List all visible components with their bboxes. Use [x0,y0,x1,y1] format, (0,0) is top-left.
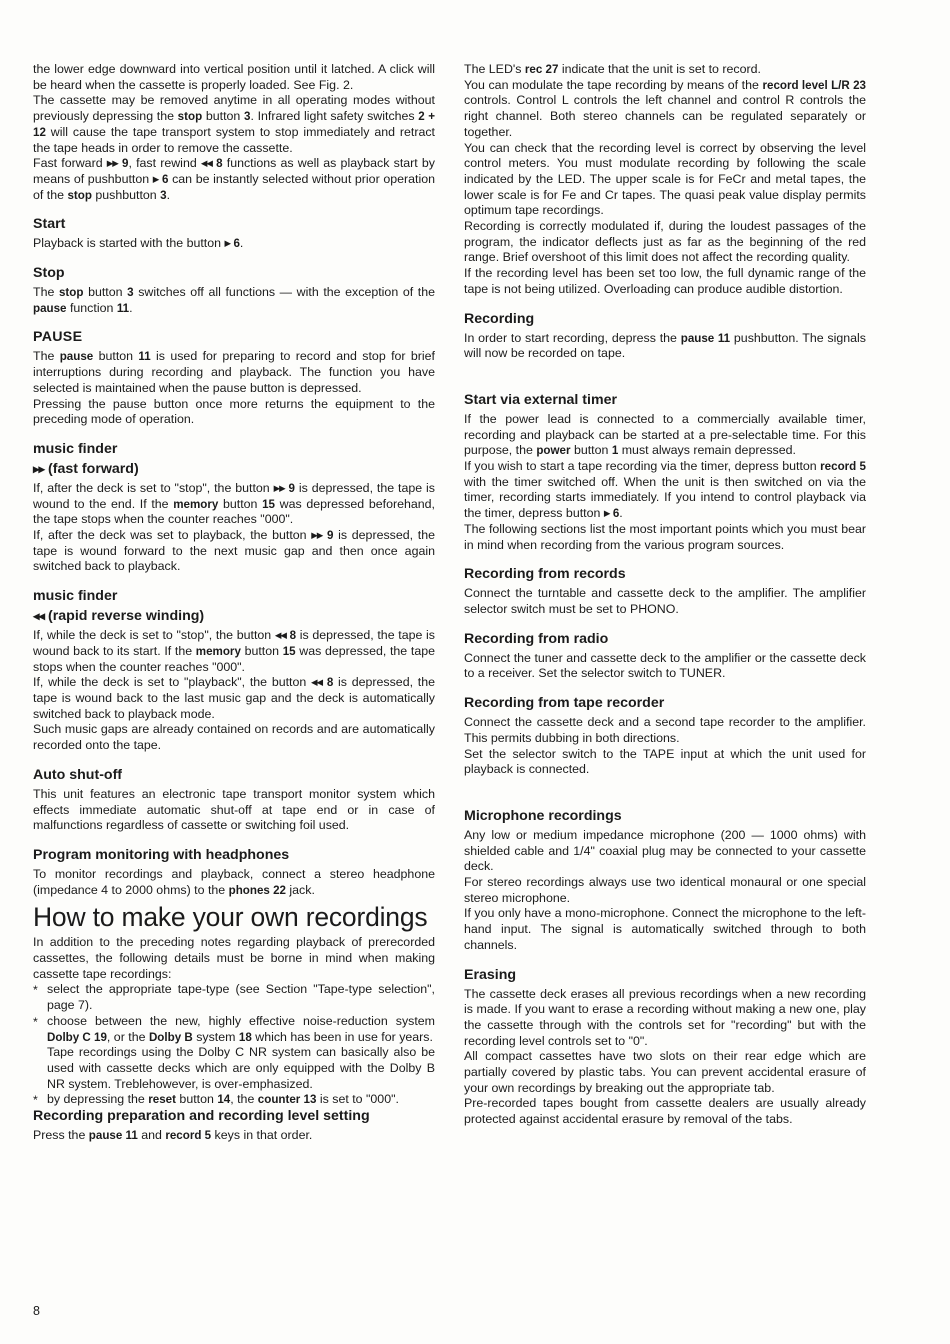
microphone-heading: Microphone recordings [464,807,622,824]
recording-preparation-paragraph: Press the pause 11 and record 5 keys in that order. [33,1128,313,1143]
auto-shut-off-paragraph: This unit features an electronic tape transport monitor system which effects immediate automatic shut-off at tape end or in case of malfunctions regardless of cassette or switching foil used. [33,786,435,833]
recording-from-tape-heading: Recording from tape recorder [464,695,665,712]
erasing-paragraph-3: Pre-recorded tapes bought from cassette dealers are usually already protected against accidental erasure by removal of the tabs. [464,1096,866,1127]
fast-forward-icon: ▶▶ [273,482,285,493]
rapid-reverse-subheading: ◀◀ (rapid reverse winding) [33,608,205,625]
recording-from-records-paragraph: Connect the turntable and cassette deck to the amplifier. The amplifier selector switch must be set to PHONO. [464,586,866,616]
pause-heading: PAUSE [33,329,83,346]
timer-paragraph-1: If the power lead is connected to a commercially available timer, recording and playback can be started at a pre-selectable time. For this purpose, the power button 1 must always remain depressed. [464,411,866,458]
recordings-intro-paragraph: In addition to the preceding notes regarding playback of prerecorded cassettes, the following details must be borne in mind when making cassette tape recordings: [33,935,435,981]
music-finder-rew-paragraph-2: If, while the deck is set to "playback", the button ◀◀ 8 is depressed, the tape is wound back to the last music gap and the deck is automatically switched back to playback mode. [33,675,436,721]
recording-preparation-heading: Recording preparation and recording level setting [33,1108,370,1125]
stop-paragraph: The stop button 3 switches off all functions — with the exception of the pause function 11. [33,285,435,315]
stop-heading: Stop [33,265,65,282]
music-finder-heading-1: music finder [33,440,118,457]
recording-checklist [33,982,435,1108]
timer-paragraph-2: If you wish to start a tape recording via the timer, depress button record 5 with the timer switched off. When the unit is then switched on via the timer, recording starts immediately. If you intend to control playback via the timer, depress button ▶ 6. [464,459,866,521]
program-monitoring-paragraph: To monitor recordings and playback, connect a stereo headphone (impedance 4 to 2000 ohms) to the phones 22 jack. [33,866,435,897]
music-finder-rew-paragraph-3: Such music gaps are already contained on records and are automatically recorded onto the tape. [33,722,435,753]
timer-paragraph-3: The following sections list the most important points which you must bear in mind when recording from the various program sources. [464,521,866,552]
microphone-paragraph-2: For stereo recordings always use two identical monaural or one special stereo microphone. [464,875,866,905]
fast-forward-subheading: ▶▶ (fast forward) [33,460,139,477]
rewind-icon: ◀◀ [200,158,212,169]
fast-forward-icon: ▶▶ [311,530,323,541]
intro-paragraph-2: The cassette may be removed anytime in all operating modes without previously depressing the stop button 3. Infrared light safety switches 2 + 12 will cause the tape transport system to stop immediately and retract the tape heads in order to remove the cassette. [33,93,435,155]
page-number: 8 [33,1304,40,1318]
recording-from-tape-paragraph-2: Set the selector switch to the TAPE input at which the unit used for playback is connected. [464,746,866,777]
music-finder-rew-paragraph-1: If, while the deck is set to "stop", the button ◀◀ 8 is depressed, the tape is wound back to its start. If the memory button 15 was depressed, the tape stops when the counter reaches "000". [33,628,435,674]
start-paragraph: Playback is started with the button ▶ 6. [33,236,244,251]
list-item: * select the appropriate tape-type (see Section "Tape-type selection", page 7). [33,982,435,1013]
erasing-paragraph-2: All compact cassettes have two slots on their rear edge which are partially covered by plastic tabs. You can prevent accidental erasure of your own recordings by breaking out the appropriate tab. [464,1049,866,1095]
auto-shut-off-heading: Auto shut-off [33,766,123,783]
recording-from-tape-paragraph-1: Connect the cassette deck and a second tape recorder to the amplifier. This permits dubbing in both directions. [464,715,866,745]
left-column [33,62,435,1144]
music-finder-heading-2: music finder [33,588,118,605]
intro-paragraph-1: the lower edge downward into vertical position until it latched. A click will be heard when the cassette is properly loaded. See Fig. 2. [33,62,435,92]
recording-heading: Recording [464,310,535,327]
rewind-icon: ◀◀ [274,630,286,641]
low-level-paragraph: If the recording level has been set too low, the full dynamic range of the tape is not being utilized. Overloading can produce audible distortion. [464,266,866,296]
list-item: * by depressing the reset button 14, the counter 13 is set to "000". [33,1092,435,1108]
led-paragraph: The LED's rec 27 indicate that the unit is set to record. [464,62,761,76]
fast-forward-icon: ▶▶ [106,158,118,169]
rewind-icon: ◀◀ [33,611,45,622]
fast-forward-icon: ▶▶ [33,463,45,474]
program-monitoring-heading: Program monitoring with headphones [33,846,290,863]
correct-modulation-paragraph: Recording is correctly modulated if, during the loudest passages of the program, the indicator deflects just as far as the beginning of the red range. Brief overshoot of this limit does not affect the recording quality. [464,219,866,265]
record-level-paragraph: You can modulate the tape recording by means of the record level L/R 23 controls. Control L controls the left channel and control R controls the right channel. Both stereo channels can be regulated separately or together. [464,77,866,139]
recording-from-radio-paragraph: Connect the tuner and cassette deck to the amplifier or the cassette deck to a receiver. Set the selector switch to TUNER. [464,650,866,681]
section-title: How to make your own recordings [33,902,428,933]
recording-paragraph: In order to start recording, depress the pause 11 pushbutton. The signals will now be recorded on tape. [464,330,866,361]
list-item: * choose between the new, highly effective noise-reduction system Dolby C 19, or the Dolby B system 18 which has been in use for years. Tape recordings using the Dolby C NR system can basically also be used with cassette decks which are only equipped with the Dolby B NR system. Treblehowever, is over-emphasized. [33,1014,435,1093]
start-heading: Start [33,216,66,233]
music-finder-ff-paragraph-2: If, after the deck was set to playback, the button ▶▶ 9 is depressed, the tape is wound forward to the next music gap and then once again switched back to playback. [33,528,435,574]
level-check-paragraph: You can check that the recording level is correct by observing the level control meters. You must modulate recording by following the scale indicated by the LED. The upper scale is for FeCr and metal tapes, the lower scale is for Fe and Cr tapes. The quasi peak value display permits optimum tape recordings. [464,140,866,218]
erasing-paragraph-1: The cassette deck erases all previous recordings when a new recording is made. If you want to erase a recording without making a new one, play the cassette through with the controls set for "recording" but with the recording level controls set to "0". [464,986,866,1048]
external-timer-heading: Start via external timer [464,391,617,408]
right-column [464,62,866,1128]
erasing-heading: Erasing [464,966,517,983]
recording-from-radio-heading: Recording from radio [464,630,609,647]
intro-paragraph-3: Fast forward ▶▶ 9, fast rewind ◀◀ 8 functions as well as playback start by means of pushbutton ▶ 6 can be instantly selected without prior operation of the stop pushbutton 3. [33,156,436,202]
music-finder-ff-paragraph-1: If, after the deck is set to "stop", the button ▶▶ 9 is depressed, the tape is wound to the end. If the memory button 15 was depressed beforehand, the tape stops when the counter reaches "000". [33,480,435,527]
recording-from-records-heading: Recording from records [464,566,626,583]
microphone-paragraph-3: If you only have a mono-microphone. Connect the microphone to the left-hand input. The signal is automatically switched through to both channels. [464,906,866,952]
microphone-paragraph-1: Any low or medium impedance microphone (200 — 1000 ohms) with shielded cable and 1/4" coaxial plug may be connected to your cassette deck. [464,827,866,874]
play-icon: ▶ [224,238,231,249]
rewind-icon: ◀◀ [311,677,323,688]
play-icon: ▶ [152,173,159,184]
pause-paragraph-2: Pressing the pause button once more returns the equipment to the preceding mode of operation. [33,396,435,427]
pause-paragraph-1: The pause button 11 is used for preparing to record and stop for brief interruptions during recording and playback. The function you have selected is maintained when the pause button is depressed. [33,349,435,395]
play-icon: ▶ [603,508,610,519]
